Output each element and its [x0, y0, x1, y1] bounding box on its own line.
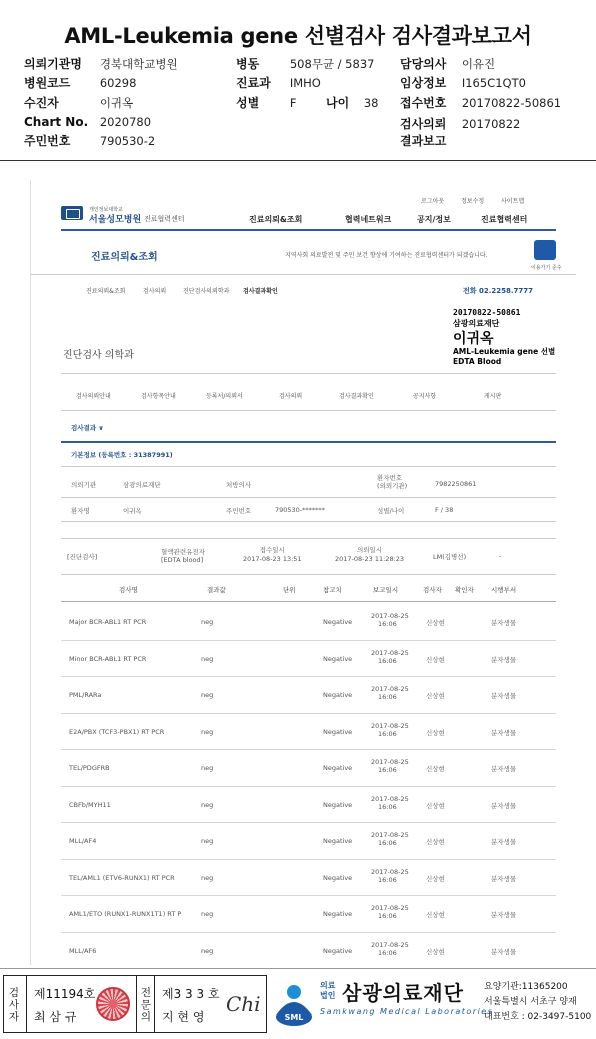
result-tester: 신상현	[426, 619, 445, 627]
col-dept: 시행부서	[491, 586, 517, 594]
col-test-name: 검사명	[119, 586, 138, 594]
tab-divider	[61, 410, 556, 411]
info-value: F	[289, 96, 297, 110]
info-label: 진료과	[236, 76, 271, 90]
specimen-label	[447, 304, 576, 370]
edit-profile-link[interactable]: 정보수정	[461, 198, 485, 205]
info-value: 이귀옥	[99, 96, 134, 110]
basic-info-label: 기본정보 (등록번호 : 31387991)	[71, 451, 173, 459]
result-tester: 신상현	[426, 838, 445, 846]
hospital-logo-icon	[61, 206, 83, 220]
report-footer	[0, 968, 596, 1039]
result-report-date: 2017-08-25	[371, 831, 409, 839]
result-dept: 분자생물	[491, 874, 517, 883]
info-value: 이유진	[461, 57, 496, 71]
result-dept: 분자생물	[491, 619, 517, 627]
info-row-institution	[24, 55, 178, 72]
info-value: I165C1QT0	[461, 76, 526, 90]
result-dept: 분자생물	[491, 947, 517, 956]
order-test: 혈액관련유전자[EDTA blood]	[161, 548, 205, 564]
result-test-name: CBFb/MYH11	[69, 800, 111, 809]
section-title: 진료의뢰&조회	[91, 252, 158, 263]
col-report-date: 보고일시	[373, 586, 399, 594]
result-dept: 분자생물	[491, 655, 517, 664]
subnav-referral[interactable]: 진료의뢰&조회	[86, 288, 126, 295]
result-report-time: 16:06	[378, 839, 397, 847]
sign-divider	[26, 976, 27, 1032]
result-reference: Negative	[323, 654, 353, 663]
result-report-time: 16:06	[378, 729, 397, 738]
order-requested: 의뢰일시 2017-08-23 11:28:23	[335, 546, 405, 563]
sign-divider	[136, 976, 137, 1032]
scanned-result-page	[30, 180, 575, 965]
result-dept: 분자생물	[491, 692, 517, 700]
result-report-time: 16:06	[378, 875, 397, 884]
result-row-divider	[61, 640, 556, 641]
results-header-line	[61, 601, 556, 602]
tab-guide[interactable]: 검사의뢰안내	[76, 393, 111, 400]
basic-value: 이귀옥	[123, 507, 142, 515]
info-label: 성별	[236, 96, 260, 110]
result-row-divider	[61, 822, 556, 823]
subnav-lab-medicine[interactable]: 진단검사의뢰학과	[183, 288, 230, 295]
signature-box	[3, 975, 267, 1033]
basic-top-line	[61, 466, 556, 467]
info-row-reported	[400, 132, 458, 149]
org-address: 서울특별시 서초구 양재	[484, 997, 577, 1007]
basic-value: 7982250861	[435, 480, 477, 488]
label-patient-name: 이귀옥	[453, 331, 494, 347]
subnav-results[interactable]: 검사결과확인	[243, 288, 278, 295]
nav-notice[interactable]: 공지/정보	[417, 215, 451, 224]
basic-value: F / 38	[435, 506, 454, 514]
info-label: 병동	[236, 57, 260, 71]
result-dept: 분자생물	[491, 765, 517, 773]
examiner-seal-icon	[96, 987, 130, 1021]
header-divider	[0, 160, 596, 161]
info-label: 주민번호	[24, 134, 71, 148]
label-specimen: EDTA Blood	[453, 357, 502, 366]
label-org: 삼광의료재단	[453, 319, 500, 328]
info-label: 병원코드	[24, 76, 71, 90]
result-reference: Negative	[323, 691, 353, 699]
result-test-name: E2A/PBX (TCF3-PBX1) RT PCR	[69, 727, 165, 736]
vertical-char: 자	[8, 1011, 20, 1023]
info-label: 결과보고	[400, 134, 447, 148]
order-top-line	[61, 538, 556, 539]
examiner-vertical-label	[8, 987, 20, 1023]
result-value: neg	[201, 618, 214, 626]
info-row-department	[236, 74, 321, 91]
basic-key: 성별/나이	[377, 507, 405, 515]
result-tester: 신상현	[426, 874, 445, 883]
info-row-physician	[400, 55, 495, 72]
result-tester: 신상현	[426, 801, 445, 810]
result-report-date: 2017-08-25	[371, 612, 409, 620]
order-dash: -	[499, 552, 502, 560]
info-value: 38	[363, 96, 379, 110]
basic-key: 의뢰기관	[71, 481, 97, 489]
result-value: neg	[201, 837, 214, 845]
result-test-name: TEL/PDGFRB	[69, 764, 110, 772]
result-value: neg	[201, 910, 214, 918]
result-report-date: 2017-08-25	[371, 685, 409, 693]
result-value: neg	[201, 946, 214, 955]
result-tester: 신상현	[426, 728, 445, 737]
result-value: neg	[201, 727, 214, 736]
basic-key: 환자번호 (외뢰기관)	[377, 474, 408, 490]
col-reference: 참고치	[323, 586, 342, 594]
result-tester: 신상현	[426, 765, 445, 773]
org-code: 요양기관:11365200	[484, 982, 568, 992]
col-result: 결과값	[207, 586, 226, 594]
result-reference: Negative	[323, 727, 353, 736]
result-report-date: 2017-08-25	[371, 721, 409, 730]
info-label: 임상정보	[400, 76, 447, 90]
info-label: 담당의사	[400, 57, 447, 71]
examiner-license: 제11194호	[34, 987, 96, 1001]
logout-link[interactable]: 로그아웃	[421, 198, 445, 205]
report-title: AML-Leukemia gene 선별검사 검사결과보고서	[64, 24, 532, 48]
info-label: 수진자	[24, 96, 59, 110]
order-lab: LM(김병선)	[433, 553, 467, 561]
phone-number: 전화 02.2258.7777	[463, 287, 533, 295]
info-label: Chart No.	[24, 115, 89, 129]
result-test-name: PML/RARa	[69, 691, 102, 699]
info-value: 508무균 / 5837	[289, 57, 375, 71]
banner-text: 지역사회 의료발전 및 주민 보건 향상에 기여하는 진료협력센터가 되겠습니다.	[285, 252, 488, 259]
info-row-resident-no	[24, 132, 155, 149]
result-dept: 분자생물	[491, 838, 517, 846]
result-row-divider	[61, 859, 556, 860]
result-reference: Negative	[323, 764, 353, 772]
result-row-divider	[61, 932, 556, 933]
banner-divider	[31, 274, 576, 275]
info-row-chart-no	[24, 115, 151, 129]
result-test-name: TEL/AML1 (ETV6-RUNX1) RT PCR	[69, 873, 175, 882]
hospital-name: 서울성모병원	[89, 215, 142, 225]
result-dept: 분자생물	[491, 801, 517, 810]
result-report-date: 2017-08-25	[371, 794, 409, 803]
results-tab[interactable]: 검사결과 ∨	[71, 424, 104, 432]
org-english-name: Samkwang Medical Laboratories	[320, 1007, 494, 1016]
result-test-name: AML1/ETO (RUNX1-RUNX1T1) RT P	[69, 910, 182, 918]
basic-key: 주민번호	[226, 507, 252, 515]
result-value: neg	[201, 764, 214, 772]
tab-items[interactable]: 검사항목안내	[141, 393, 176, 400]
certification-badge-icon	[534, 240, 556, 260]
info-value: 20170822-50861	[461, 96, 562, 110]
tab-board[interactable]: 게시판	[484, 393, 502, 400]
label-accession-no: 20170822-50861	[453, 308, 521, 317]
specialist-license: 제3 3 3 호	[162, 987, 220, 1001]
label-test-name: AML-Leukemia gene 선별	[453, 347, 556, 356]
info-label: 나이	[326, 96, 350, 110]
result-tester: 신상현	[426, 692, 445, 700]
result-test-name: Major BCR-ABL1 RT PCR	[69, 618, 147, 626]
result-row-divider	[61, 786, 556, 787]
result-report-time: 16:06	[378, 656, 397, 665]
result-row-divider	[61, 749, 556, 750]
result-report-time: 16:06	[378, 802, 397, 811]
order-received: 접수일시 2017-08-23 13:51	[243, 546, 302, 563]
sign-divider	[154, 976, 155, 1032]
order-bottom-line	[61, 574, 556, 575]
badge-caption: 이용가기 준수	[531, 265, 562, 271]
org-prefix-1: 의료	[320, 981, 336, 990]
basic-key: 환자명	[71, 507, 90, 515]
vertical-char: 검	[8, 987, 20, 999]
result-row-divider	[61, 713, 556, 714]
info-row-ward	[236, 55, 374, 72]
result-tester: 신상현	[426, 947, 445, 956]
result-value: neg	[201, 654, 214, 663]
info-row-age	[326, 94, 378, 111]
result-report-time: 16:06	[378, 620, 397, 628]
org-phone: 대표번호 : 02-3497-5100	[484, 1012, 592, 1022]
result-report-date: 2017-08-25	[371, 648, 409, 657]
result-report-date: 2017-08-25	[371, 904, 409, 912]
info-value: 60298	[99, 76, 137, 90]
result-report-time: 16:06	[378, 766, 397, 774]
nav-center[interactable]: 진료협력센터	[481, 215, 528, 224]
result-dept: 분자생물	[491, 911, 517, 919]
info-value: IMHO	[289, 76, 321, 90]
hospital-subtitle: 진료협력센터	[144, 215, 185, 223]
result-test-name: Minor BCR-ABL1 RT PCR	[69, 654, 147, 663]
subnav-request[interactable]: 검사의뢰	[143, 288, 167, 295]
results-divider	[61, 441, 556, 443]
info-row-sex	[236, 94, 296, 111]
hospital-small-name: 개인정보대학교	[89, 207, 123, 213]
result-tester: 신상현	[426, 655, 445, 664]
result-report-date: 2017-08-25	[371, 867, 409, 876]
info-value: 경북대학교병원	[99, 57, 178, 71]
result-dept: 분자생물	[491, 728, 517, 737]
tab-forms[interactable]: 등록서/의뢰서	[206, 393, 243, 400]
specialist-vertical-label	[140, 987, 152, 1023]
result-reference: Negative	[323, 837, 353, 845]
tab-results[interactable]: 검사결과확인	[339, 393, 374, 400]
result-report-date: 2017-08-25	[371, 758, 409, 766]
basic-value: 790530-*******	[275, 506, 325, 514]
info-row-patient	[24, 94, 133, 111]
order-dept: [진단검사]	[67, 553, 98, 561]
dept-title: 진단검사 의학과	[63, 350, 134, 361]
info-value: 790530-2	[99, 134, 156, 148]
tab-request[interactable]: 검사의뢰	[279, 393, 303, 400]
result-row-divider	[61, 676, 556, 677]
basic-key: 처방의사	[226, 481, 252, 489]
col-confirmer: 확인자	[455, 586, 474, 594]
result-value: neg	[201, 800, 214, 809]
result-value: neg	[201, 691, 214, 699]
result-reference: Negative	[323, 618, 353, 626]
examiner-name: 최 삼 규	[34, 1010, 77, 1024]
sml-logo-icon	[272, 977, 316, 1029]
result-report-time: 16:06	[378, 948, 397, 957]
specialist-signature: Chi	[226, 992, 261, 1016]
basic-mid-line	[61, 497, 556, 498]
nav-referral[interactable]: 진료의뢰&조회	[249, 215, 303, 224]
info-value: 20170822	[461, 117, 521, 131]
col-tester: 검사자	[423, 586, 442, 594]
result-test-name: MLL/AF4	[69, 837, 97, 845]
sitemap-link[interactable]: 사이트맵	[501, 198, 525, 205]
result-reference: Negative	[323, 873, 353, 882]
info-label: 접수번호	[400, 96, 447, 110]
col-unit: 단위	[283, 586, 296, 594]
tab-notice[interactable]: 공지사항	[413, 393, 437, 400]
org-prefix-2: 법인	[320, 991, 336, 1000]
vertical-char: 전	[140, 987, 152, 999]
basic-bottom-line	[61, 521, 556, 522]
result-reference: Negative	[323, 946, 353, 955]
vertical-char: 의	[140, 1011, 152, 1023]
info-row-clinical-info	[400, 74, 526, 91]
basic-value: 삼광의료재단	[123, 481, 161, 489]
org-name: 삼광의료재단	[342, 981, 464, 1005]
specialist-name: 지 현 영	[162, 1010, 205, 1024]
result-report-time: 16:06	[378, 912, 397, 920]
result-reference: Negative	[323, 800, 353, 809]
sml-logo-text: SML	[284, 1013, 304, 1022]
result-tester: 신상현	[426, 911, 445, 919]
info-row-hospital-code	[24, 74, 136, 91]
result-reference: Negative	[323, 910, 353, 918]
result-row-divider	[61, 895, 556, 896]
dept-divider	[61, 373, 556, 374]
info-row-requested	[400, 115, 520, 132]
vertical-char: 사	[8, 999, 20, 1011]
info-label: 의뢰기관명	[24, 57, 82, 71]
info-value: 2020780	[99, 115, 152, 129]
vertical-char: 문	[140, 999, 152, 1011]
result-test-name: MLL/AF6	[69, 946, 97, 955]
result-report-date: 2017-08-25	[371, 940, 409, 949]
info-label: 검사의뢰	[400, 117, 447, 131]
info-row-accession-no	[400, 94, 561, 111]
result-value: neg	[201, 873, 214, 882]
nav-network[interactable]: 협력네트워크	[345, 215, 392, 224]
nav-divider	[61, 229, 556, 231]
result-report-time: 16:06	[378, 693, 397, 701]
